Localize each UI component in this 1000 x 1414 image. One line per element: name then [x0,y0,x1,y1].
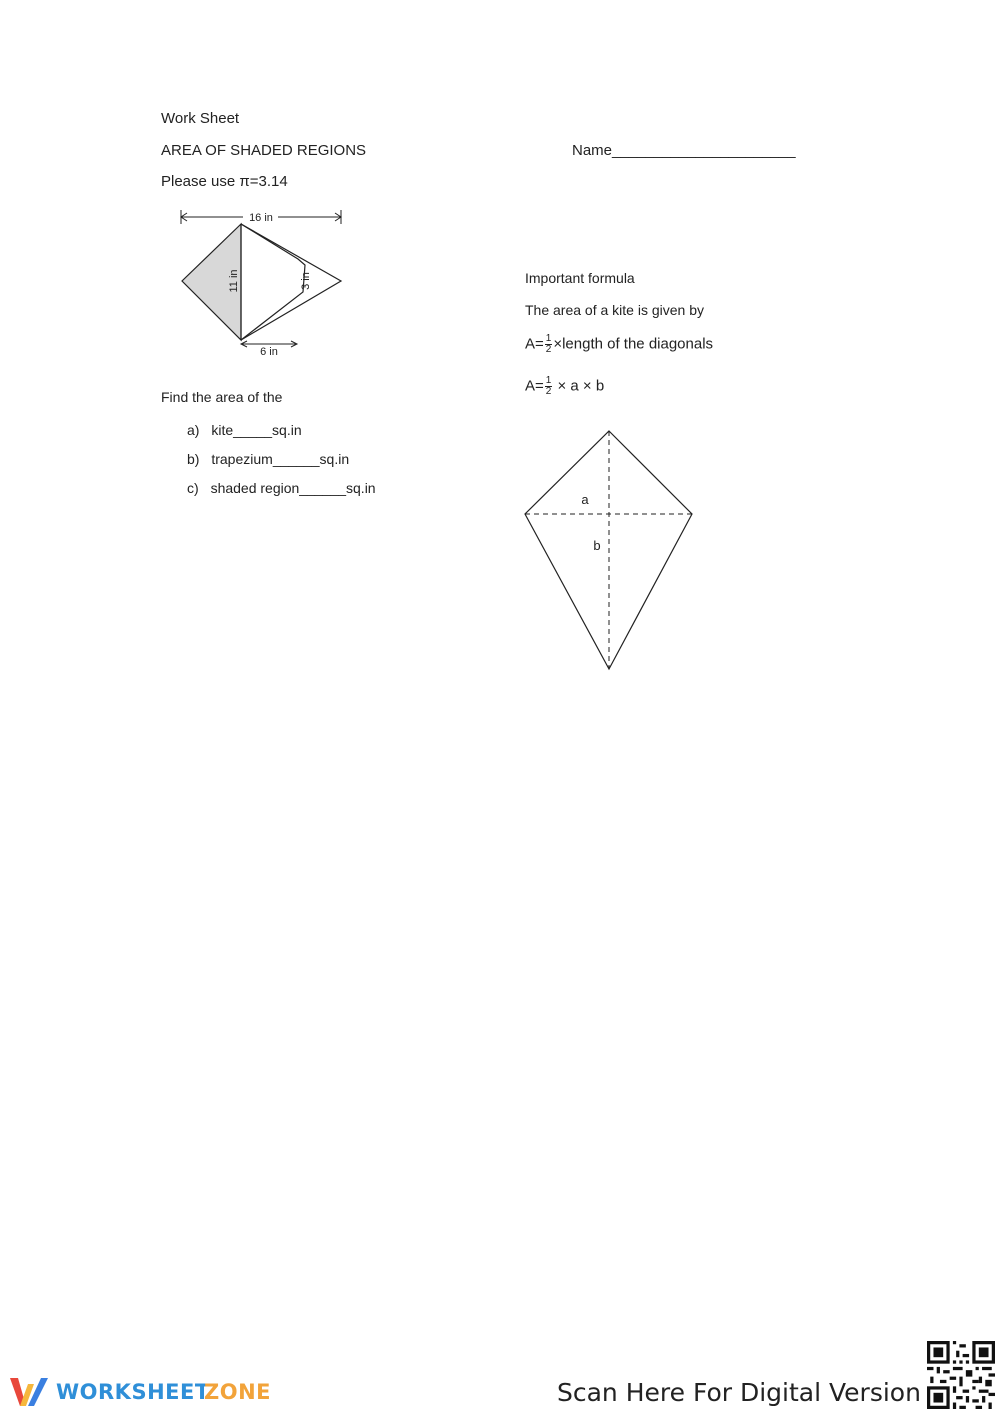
fraction-denominator: 2 [545,344,552,355]
brand-logo [8,1374,271,1414]
scan-instruction: Scan Here For Digital Version [557,1378,921,1407]
height-label: 11 in [228,269,240,293]
question-c [187,480,376,496]
side-label: 3 in [300,272,312,290]
fraction-numerator: 1 [545,333,552,344]
formula-prefix: A= [525,377,544,395]
question-b [187,451,349,467]
question-letter: b) [187,451,200,467]
formula-suffix: × a × b [553,377,605,395]
qr-code-icon[interactable] [927,1341,995,1409]
pi-note: Please use π=3.14 [161,173,288,190]
diagonal-b-label: b [593,538,601,553]
question-a [187,422,302,438]
formula-line-1 [525,334,713,355]
fraction-denominator: 2 [545,386,552,397]
top-dimension-label: 16 in [249,212,273,224]
question-letter: c) [187,480,199,496]
diagonal-a-label: a [581,492,589,507]
formula-description: The area of a kite is given by [525,302,704,318]
brand-name-worksheet: WORKSHEET [56,1380,210,1404]
brand-logo-icon [8,1376,52,1412]
bottom-dimension-label: 6 in [260,346,278,358]
questions-intro: Find the area of the [161,389,283,405]
question-text: trapezium______sq.in [211,451,350,467]
kite-diagonals-figure [520,425,700,675]
fraction-half [545,376,553,397]
question-text: kite_____sq.in [211,422,302,438]
fraction-numerator: 1 [545,375,552,386]
formula-prefix: A= [525,335,544,353]
question-letter: a) [187,422,200,438]
formula-heading: Important formula [525,270,635,286]
brand-name-zone: ZONE [204,1380,271,1404]
fraction-half [545,334,553,355]
formula-suffix: ×length of the diagonals [553,335,714,353]
formula-line-2 [525,376,604,397]
worksheet-title: Work Sheet [161,110,240,127]
question-text: shaded region______sq.in [210,480,376,496]
kite-trapezium-figure [170,205,360,365]
name-field-label: Name______________________ [572,142,796,159]
worksheet-subtitle: AREA OF SHADED REGIONS [161,142,367,159]
